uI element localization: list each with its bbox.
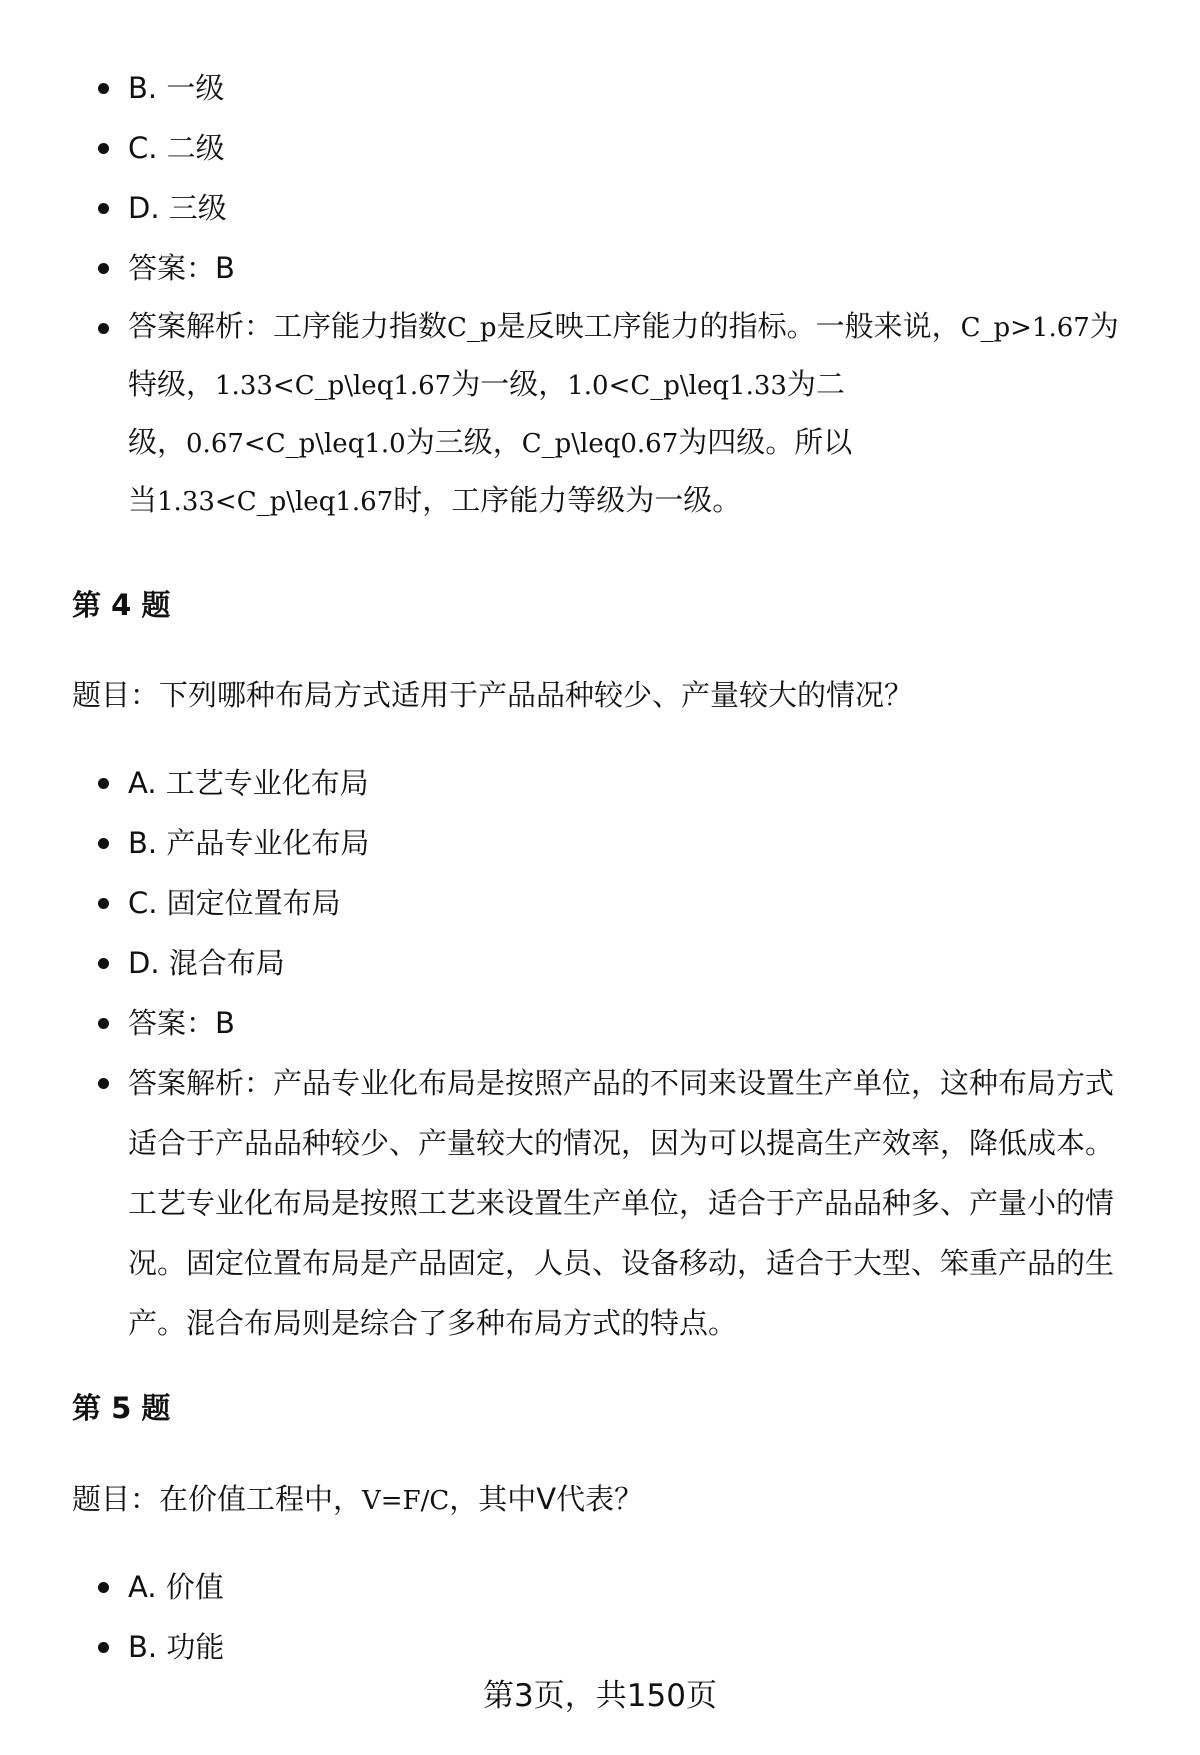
text-run: 为一级，	[451, 367, 568, 401]
q5-heading: 第 5 题	[72, 1391, 171, 1425]
math-expression: 1.0<C_p\leq1.33	[567, 371, 787, 401]
explanation-line	[128, 472, 1140, 530]
text-run: 为	[1089, 309, 1119, 343]
text-run: 当	[128, 483, 158, 517]
text-run: 为二	[786, 367, 845, 401]
q5-option-a: A. 价值	[0, 1557, 1200, 1617]
q4-option-a: A. 工艺专业化布局	[0, 753, 1200, 813]
text-run: 为三级，	[405, 425, 522, 459]
q4-heading: 第 4 题	[72, 588, 171, 622]
math-expression: 1.33<C_p\leq1.67	[215, 371, 452, 401]
explanation-line	[128, 414, 1140, 472]
q3-option-c: C. 二级	[0, 118, 1200, 178]
q4-option-c: C. 固定位置布局	[0, 873, 1200, 933]
q4-options	[0, 753, 1200, 1353]
q3-option-d: D. 三级	[0, 178, 1200, 238]
text-run: 特级，	[128, 367, 216, 401]
q4-option-b: B. 产品专业化布局	[0, 813, 1200, 873]
math-expression: V=F/C	[362, 1486, 450, 1516]
math-expression: C_p>1.67	[960, 313, 1090, 343]
math-expression: 0.67<C_p\leq1.0	[186, 429, 406, 459]
q3-options	[0, 58, 1200, 530]
q5-question	[72, 1479, 643, 1521]
q4-answer: 答案：B	[0, 993, 1200, 1053]
text-run: 是反映工序能力的指标。一般来说，	[496, 309, 961, 343]
q4-explanation	[0, 1053, 1200, 1353]
q5-options	[0, 1557, 1200, 1677]
q4-question: 题目：下列哪种布局方式适用于产品品种较少、产量较大的情况？	[72, 678, 914, 712]
q5-option-b: B. 功能	[0, 1617, 1200, 1677]
explanation-line: 适合于产品品种较少、产量较大的情况，因为可以提高生产效率，降低成本。	[128, 1126, 1115, 1160]
q3-explanation	[0, 298, 1200, 530]
explanation-line: 况。固定位置布局是产品固定，人员、设备移动，适合于大型、笨重产品的生	[128, 1246, 1115, 1280]
q3-option-b: B. 一级	[0, 58, 1200, 118]
text-run: ，其中V代表？	[449, 1482, 644, 1516]
explanation-line	[128, 356, 1140, 414]
explanation-line: 答案解析：产品专业化布局是按照产品的不同来设置生产单位，这种布局方式	[128, 1066, 1115, 1100]
text-run: 为四级。所以	[678, 425, 853, 459]
text-run: 题目：在价值工程中，	[72, 1482, 363, 1516]
q3-answer: 答案：B	[0, 238, 1200, 298]
explanation-line	[128, 298, 1140, 356]
math-expression: C_p	[447, 313, 497, 343]
q4-option-d: D. 混合布局	[0, 933, 1200, 993]
explanation-line: 产。混合布局则是综合了多种布局方式的特点。	[128, 1306, 738, 1340]
text-run: 时，工序能力等级为一级。	[393, 483, 742, 517]
explanation-line: 工艺专业化布局是按照工艺来设置生产单位，适合于产品品种多、产量小的情	[128, 1186, 1115, 1220]
text-run: 答案解析：工序能力指数	[128, 309, 448, 343]
page-footer: 第3页，共150页	[483, 1678, 717, 1714]
text-run: 级，	[128, 425, 187, 459]
math-expression: 1.33<C_p\leq1.67	[157, 487, 394, 517]
math-expression: C_p\leq0.67	[521, 429, 679, 459]
